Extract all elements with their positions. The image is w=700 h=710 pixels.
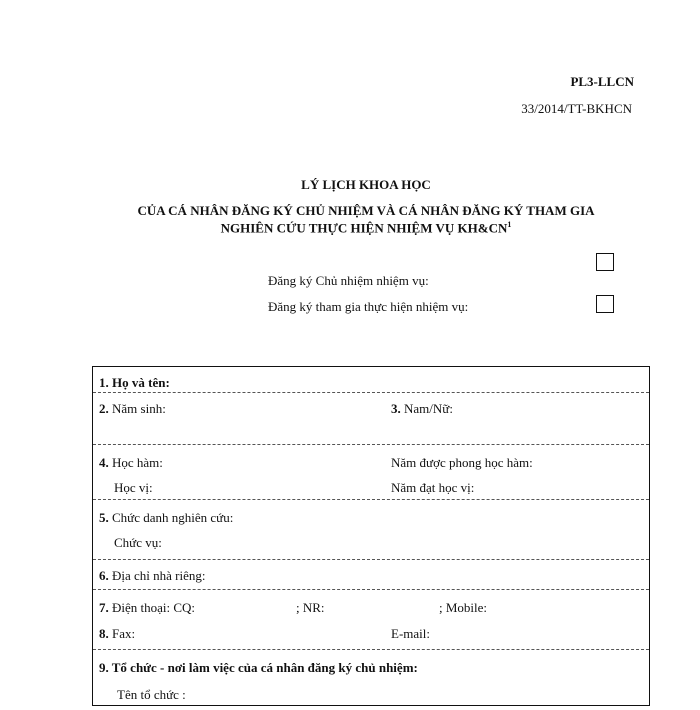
rank-year-label[interactable]: Năm được phong học hàm: [391, 455, 533, 470]
row-research-position [93, 499, 649, 560]
phone-home-label[interactable]: ; NR: [296, 600, 325, 615]
register-lead-label: Đăng ký Chủ nhiệm nhiệm vụ: [268, 273, 429, 288]
position-label[interactable]: Chức vụ: [114, 535, 162, 550]
phone-office-label[interactable]: 7. Điện thoại: CQ: [99, 600, 196, 615]
degree-label[interactable]: Học vị: [114, 480, 153, 495]
phone-mobile-label[interactable]: ; Mobile: [439, 600, 488, 615]
document-subtitle-line2 [0, 220, 700, 236]
row-organization [93, 649, 649, 710]
fax-label[interactable]: 8. Fax: [99, 626, 136, 641]
subtitle-text: NGHIÊN CỨU THỰC HIỆN NHIỆM VỤ KH&CN [220, 220, 508, 236]
home-address-label[interactable]: 6. Địa chỉ nhà riêng: [99, 568, 206, 583]
register-participant-label: Đăng ký tham gia thực hiện nhiệm vụ: [268, 299, 469, 314]
document-title: LÝ LỊCH KHOA HỌC [301, 177, 431, 192]
row-academic-title [93, 444, 649, 500]
personal-info-form [92, 366, 650, 706]
degree-year-label[interactable]: Năm đạt học vị: [391, 480, 475, 495]
row-birth-gender [93, 392, 649, 445]
row-home-address [93, 559, 649, 590]
organization-label[interactable]: 9. Tổ chức - nơi làm việc của cá nhân đăng ký chủ nhiệm: [99, 660, 418, 675]
circular-number: 33/2014/TT-BKHCN [521, 101, 632, 116]
email-label[interactable]: E-mail: [391, 626, 430, 641]
register-participant-checkbox[interactable] [596, 295, 614, 313]
row-full-name [93, 367, 649, 392]
form-code: PL3-LLCN [570, 74, 634, 89]
footnote-marker: 1 [507, 220, 512, 229]
birth-year-label[interactable]: 2. Năm sinh: [99, 401, 166, 416]
academic-rank-label[interactable]: 4. Học hàm: [99, 455, 163, 470]
document-subtitle: CỦA CÁ NHÂN ĐĂNG KÝ CHỦ NHIỆM VÀ CÁ NHÂN ĐĂNG KÝ THAM GIA [137, 203, 595, 218]
gender-label[interactable]: 3. Nam/Nữ: [391, 401, 453, 416]
research-title-label[interactable]: 5. Chức danh nghiên cứu: [99, 510, 234, 525]
row-contact [93, 589, 649, 650]
organization-name-label[interactable]: Tên tổ chức : [117, 687, 186, 702]
full-name-label[interactable]: 1. Họ và tên: [99, 375, 170, 390]
register-lead-checkbox[interactable] [596, 253, 614, 271]
